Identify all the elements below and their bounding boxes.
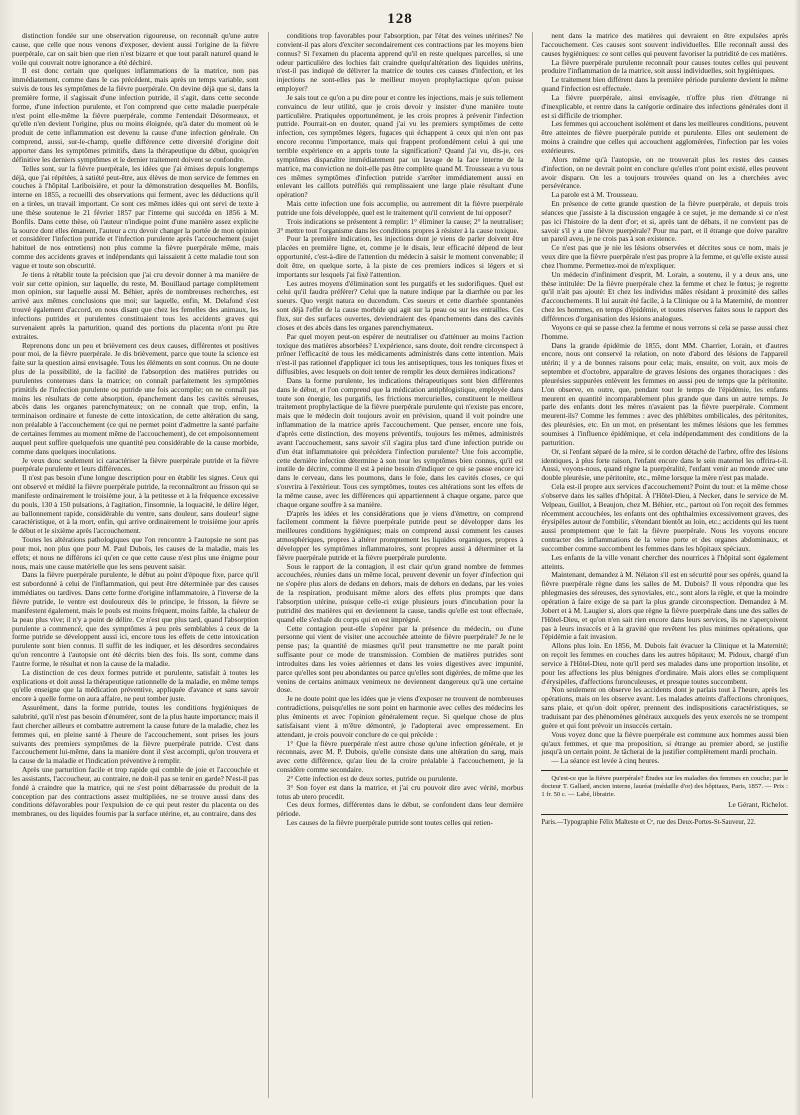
paragraph: Je sais tout ce qu'on a pu dire pour et contre les injections, mais je suis tellement convaincu de leur utilité, que je crois devoir y insister d'une manière toute particulière. Pratiquées opportunément, je les crois propres à prévenir l'infection putride. Pourrait-on en douter, quand j'ai vu les premiers symptômes de cette infection, ces symptômes légers, fugaces qui échappent à ceux qui n'en ont pas encore reconnu l'importance, mais qui frappent profondément celui à qui une terrible expérience en a appris toute la signification? Quand j'ai vu, dis-je, ces symptômes disparaître immédiatement par un lavage de la face interne de la matrice, ma conviction ne doit-elle pas être complète quand M. Trousseau a vu tous ces mêmes symptômes d'infection putride s'arrêter immédiatement aussi en enlevant les caillots putréfiés qui remplissaient une large plaie résultant d'une opération? — [276, 92, 524, 200]
paragraph: Il est donc certain que quelques inflammations de la matrice, non pas immédiatement, comme dans le cas précédent, mais après un temps variable, sont suivis de tous les symptômes de la fièvre puerpérale. On devine déjà que si, dans la première forme, il s'agissait d'une infection putride, il s'agit, dans cette seconde forme, d'une infection purulente, et l'on comprend que cette maladie puerpérale n'est point elle-même la fièvre puerpérale, comme l'entendait Désormeaux, et qu'elle n'en devient l'origine, plus ou moins éloignée, qu'à dater du moment où le produit de cette inflammation est devenu la cause d'une infection générale. On comprend, aussi, sur-le-champ, quelle différence cette diversité d'origine doit apporter dans les symptômes primitifs, dans la thérapeutique du début, quoiqu'en définitive les derniers symptômes et le dernier traitement doivent se confondre. — [12, 66, 259, 164]
paragraph: Cela est-il propre aux services d'accouchement? Point du tout: et la même chose s'observe dans les salles d'hôpital. À l'Hôtel-Dieu, à Necker, dans le service de M. Velpeau, Guillot, à Beaujon, chez M. Béhier, etc., partout où l'on reçoit des femmes récemment accouchées, les enfants ont des ophthalmies excessivement graves, des érysipèles autour de l'ombilic, s'étendant bientôt au loin, etc.; accidents qui les tuent aussi promptement que le fait la fièvre puerpérale. Nous les voyons encore contracter des inflammations de la veine porte et des organes abdominaux, et succomber comme succombent les femmes dans les hôpitaux spéciaux. — [541, 482, 789, 553]
paragraph: Vous voyez donc que la fièvre puerpérale est commune aux hommes aussi bien qu'aux femmes, et que ma proposition, si étrange au premier abord, se justifie jusqu'à un certain point. Je tâcherai de la justifier complètement mardi prochain. — [541, 729, 789, 757]
paragraph: D'après les idées et les considérations que je viens d'émettre, on comprend facilement comment la fièvre puerpérale putride peut se développer dans les meilleures conditions hygiéniques; mais on comprend aussi comment les causes atmosphériques, propres à altérer promptement les liquides organiques, propres à développer les symptômes inflammatoires, sont propres aussi à déterminer et la fièvre puerpérale putride et la fièvre puerpérale purulente. — [276, 508, 524, 562]
paragraph: Je veux donc seulement ici caractériser la fièvre puerpérale putride et la fièvre puerpérale purulente et leurs différences. — [12, 455, 259, 474]
editor-signature: Le Gérant, Richelot. — [728, 799, 789, 809]
paragraph: Maintenant, demandez à M. Nélaton s'il est en sécurité pour ses opérés, quand la fièvre puerpérale règne dans les salles de M. Dubois? Il vous répondra que les phlegmasies des séreuses, des synoviales, etc., sont alors la règle, et que la moindre opération à faire exige de sa part la plus grande circonspection. Demandez à M. Jobert et à M. Laugier si, alors que règne la fièvre puerpérale dans une des salles de l'Hôtel-Dieu, et qu'on n'en sait rien encore dans leurs services, ils ne s'aperçoivent pas à leurs insuccès et à la gravité que revêtent les plus minimes opérations, que l'épidémie a fait invasion. — [541, 570, 789, 642]
paragraph: conditions trop favorables pour l'absorption, par l'état des veines utérines? Ne convient-il pas alors d'exciter secondairement ces contractions par les moyens bien connus? Si l'examen du placenta apprend qu'il en reste quelques parcelles, si une odeur particulière des lochies fait craindre quelqu'altération des liquides utérins, n'est-il pas indiqué de délivrer la matrice de toutes ces causes d'infection, et les injections ne sont-elles pas le meilleur moyen prophylactique qu'on puisse employer? — [276, 32, 524, 94]
paragraph: Pour la première indication, les injections dont je viens de parler doivent être placées en première ligne, et, comme je le disais, leur efficacité dépend de leur opportunité, c'est-à-dire de l'attention du médecin à saisir le moment convenable; il doit être, en quelque sorte, à la piste de ces premiers indices si légers et si importants sur lesquels j'ai fixé l'attention. — [276, 234, 524, 279]
paragraph: 3° Son foyer est dans la matrice, et j'ai cru pouvoir dire avec vérité, morbus totus ab utero procedit. — [276, 782, 524, 801]
paragraph: Après une parturition facile et trop rapide qui comble de joie et l'accouchée et les assistants, l'accoucheur, au contraire, ne doit-il pas se tenir en garde? N'est-il pas fondé à craindre que la matrice, qui ne s'est point débarrassée du produit de la conception par des contractions assez multipliées, ne se trouve aussi dans des conditions défavorables pour l'expulsion de ce qui peut rester du placenta ou des membranes, ou des liquides fournis par la surface utérine, et, au contraire, dans des — [12, 765, 259, 819]
paragraph: Assurément, dans la forme putride, toutes les conditions hygiéniques de salubrité, qu'il n'est pas besoin d'énumérer, sont de la plus haute importance; mais il faut chercher ailleurs et combattre autrement la cause future de la maladie, chez les femmes qui, en pleine santé à l'heure de l'accouchement, sont prises les jours suivants des premiers symptômes de la fièvre puerpérale putride. C'est dans l'accouchement lui-même, dans la manière dont il s'est accompli, qu'on trouvera et la cause de la maladie et l'indication préventive à remplir. — [12, 703, 259, 766]
paragraph: Par quel moyen peut-on espérer de neutraliser ou d'atténuer au moins l'action toxique des matières absorbées? L'expérience, sans doute, doit rendre circonspect à prôner l'efficacité de tous les médicaments administrés dans cette intention. Mais n'est-il pas rationnel d'appliquer ici tous les antiseptiques, tous les toniques fixes et diffusibles, avec lesquels on doit tenter de remplir les deux dernières indications? — [276, 331, 524, 377]
paragraph: La fièvre puerpérale, ainsi envisagée, n'offre plus rien d'étrange ni d'inexplicable, et rentre dans la catégorie ordinaire des infections générales dont il est si difficile de triompher. — [541, 92, 789, 120]
separator-rule-bottom — [541, 814, 788, 815]
paragraph: Non seulement on observe les accidents dont je parlais tout à l'heure, après les opérations, mais on les observe avant. Les malades atteints d'affections chroniques, sans plaie, et qu'on doit opérer, prennent des indispositions caractéristiques, se traduisant par des phénomènes généraux auxquels des yeux exercés ne se trompent guère et qui font prévoir un insuccès certain. — [541, 685, 789, 730]
page-edge-shadow — [794, 0, 800, 1115]
paragraph: Reprenons donc un peu et brièvement ces deux causes, différentes et positives pour moi, de la fièvre puerpérale. Je dis brièvement, parce que toute la science est faite sur la question ainsi envisagée. Tous les éléments en sont connus. On ne doute plus de la possibilité, de la facilité de l'absorption des matières putrides ou purulentes contenues dans la matrice; on connaît parfaitement les symptômes primitifs de l'infection purulente ou putride une fois accomplie; on ne connaît pas moins les résultats de cette absorption, épanchement dans les cavités séreuses, abcès dans les organes parenchymateux; on ne connaît que trop, enfin, la terminaison ordinaire et funeste de cette intoxication, de cette altération du sang, non préalable à l'accouchement (ce qui ne permet point d'admettre la santé parfaite de certaines femmes au moment même de l'accouchement), de cet empoisonnement auquel peut suffire quelquefois une quantité peu considérable de la cause morbide, comme dans quelques inoculations. — [12, 340, 259, 456]
text-columns — [12, 32, 788, 1098]
separator-rule — [541, 770, 788, 771]
paragraph: Or, si l'enfant séparé de la mère, si le cordon détaché de l'arbre, offre des lésions identiques, à plus forte raison, l'enfant encore dans le sein maternel les offrira-t-il. Aussi, voyons-nous, quand règne la puerpéralité, l'enfant venir au monde avec une double pleurésie, une péritonite, etc., même lorsque la mère n'est pas malade. — [541, 446, 789, 483]
paragraph: Dans la fièvre puerpérale purulente, le début au point d'époque fixe, parce qu'il est subordonné à celui de l'inflammation, qui peut être déterminée par des causes immédiates ou tardives. Dans cette forme d'origine inflammatoire, à l'inverse de la fièvre putride, le ventre est douloureux dès le principe, le frisson, la fièvre se manifestent également, mais le pouls est moins fréquent, moins faible, la chaleur de la peau plus vive; il n'y a point de délire. Ce n'est que plus tard, quand l'absorption purulente a commencé, que des symptômes à peu près semblables à ceux de la forme putride se développent aussi ici, encore tous les effets de cette intoxication purulente sont bien connus. Il suffit de les indiquer, et les désordres secondaires qu'on rencontre à l'autopsie ont été décrits bien des fois. Ils sont, comme dans l'autre forme, le résultat et non la cause de la maladie. — [12, 570, 259, 668]
page-number: 128 — [387, 11, 413, 27]
paragraph: Ce n'est pas que je nie les lésions observées et décrites sous ce nom, mais je veux dire que la fièvre puerpérale n'est pas propre à la femme, et qu'elle existe aussi chez l'homme. Permettez-moi de m'expliquer. — [541, 243, 789, 270]
paragraph: Mais cette infection une fois accomplie, ou autrement dit la fièvre puerpérale putride une fois développée, quel est le traitement qu'il convient de lui opposer? — [276, 199, 524, 217]
paragraph: Alors même qu'à l'autopsie, on ne trouverait plus les restes des causes d'infection, on ne devrait point en conclure qu'elles n'ont point existé, elles peuvent avoir disparu. On les a toujours trouvées quand on les a cherchées avec persévérance. — [541, 154, 789, 191]
paragraph: Les enfants de la ville venant chercher des nourrices à l'hôpital sont également atteints. — [541, 552, 789, 571]
paragraph: En présence de cette grande question de la fièvre puerpérale, et depuis trois séances que j'assiste à la discussion engagée à ce sujet, je me demande si ce n'est pas ici l'histoire de la dent d'or; et si, après tant de débats, il ne convient pas de savoir s'il y a une fièvre puerpérale? Pour ma part, et il étrange que doive paraître un pareil aveu, je ne crois pas à son existence. — [541, 199, 789, 244]
paragraph: Les autres moyens d'élimination sont les purgatifs et les sudorifiques. Quel est celui qu'il faudra préférer? Celui que la nature indique par la diarrhée ou par les sueurs. Quo vergit natura eo ducendum. Ces sueurs et cette diarrhée spontanées sont déjà l'effet de la cause morbide qui agit sur la peau ou sur les entrailles. Ces flux, sur des surfaces ouvertes, deviendraient des épanchements dans des cavités closes et des abcès dans les organes parenchymateux. — [276, 278, 524, 332]
paragraph: Allons plus loin. En 1856, M. Dubois fait évacuer la Clinique et la Maternité; on reçoit les femmes en couches dans les autres hôpitaux; M. Pidoux, chargé d'un service à l'Hôtel-Dieu, note qu'il perd ses malades dans une proportion insolite, et pour les affections les plus bénignes d'ordinaire. Mais alors elles se compliquent d'érysipèles, d'affections furonculeuses, et presque toutes succombent. — [541, 641, 789, 686]
paragraph: Les causes de la fièvre puerpérale putride sont toutes celles qui retien- — [286, 818, 493, 828]
paragraph: La parole est à M. Trousseau. — [551, 190, 639, 200]
paragraph: — La séance est levée à cinq heures. — [551, 756, 660, 766]
paragraph: Il n'est pas besoin d'une longue description pour en établir les signes. Ceux qui ont observé et médité la fièvre puerpérale putride, la reconnaîtront au frisson qui se manifeste ordinairement le troisième jour, à la petitesse et à la fréquence excessive du pouls, 130 à 150 pulsations, à l'agitation, l'insomnie, la loquacité, le délire léger, au ballonnement rapide, considérable du ventre, sans douleur, sans douleur! signe caractéristique, et à la mort, enfin, qui arrive ordinairement le troisième jour après le début et le sixième après l'accouchement. — [12, 473, 259, 536]
paragraph: Je tiens à rétablir toute la précision que j'ai cru devoir donner à ma manière de voir sur cette opinion, sur laquelle, du reste, M. Bouillaud partage complètement mon opinion, sur laquelle aussi M. Béhier, après de nombreuses recherches, est arrivé aux mêmes conclusions que moi; sur laquelle, enfin, M. Delafond s'est trouvé également d'accord, en nous disant que chez les femelles des animaux, les infections putrides et purulentes constituaient tous les accidents graves qui survenaient après la parturition, quand des portions du placenta n'ont pu être extraites. — [12, 269, 259, 341]
paragraph: Telles sont, sur la fièvre puerpérale, les idées que j'ai émises depuis longtemps déjà, que j'ai répétées, à satiété peut-être, aux élèves de mon service de femmes en couches à l'hôpital Lariboisière, et pour la démonstration desquelles M. Bonfils, interne en 1855, a recueilli des observations qui ferment, avec les déductions qu'il en a tirées, un travail important. Ce sont ces mêmes idées qui ont servi de texte à une thèse soutenue le 21 février 1857 par l'interne qui succéda en 1856 à M. Bonfils. Dans cette thèse, où l'auteur n'indique point d'une manière assez explicite la source dont elles émanent, l'auteur a cru devoir changer la portée de mon opinion et considérer l'infection putride et l'infection purulente après l'accouchement (sujet habituel de nos entretiens) non plus comme la fièvre puerpérale même, mais comme des accidents graves et indépendants qui laissaient à cette maladie tout son vague et toute son obscurité. — [12, 163, 259, 270]
paragraph: Cette contagion peut-elle s'opérer par la présence du médecin, ou d'une personne qui vient de visiter une accouchée atteinte de fièvre puerpérale? Je ne le pense pas; la quantité de miasmes qu'il peut transmettre ne me paraît point suffisante pour ce mode de transmission. Combien de matières putrides sont introduites dans les voies aériennes et dans les voies digestives avec impunité, parce qu'elles sont peu abondantes ou parce qu'elles sont digérées, de même que les venins de certains animaux venimeux ne deviennent dangereux qu'à une certaine dose. — [276, 623, 524, 695]
paragraph: Voyons ce qui se passe chez la femme et nous verrons si cela se passe aussi chez l'homme. — [541, 322, 789, 341]
paragraph: nent dans la matrice des matières qui devraient en être expulsées après l'accouchement. Ces causes sont souvent individuelles. Elle reconnaît aussi des causes hygiéniques: ce sont celles qui peuvent favoriser la putridité de ces matières. — [541, 32, 789, 58]
column-right-body — [541, 32, 788, 766]
column-left — [12, 32, 259, 1098]
printer-imprint: Paris.—Typographie Félix Malteste et Cᵉ, rue des Deux-Portes-St-Sauveur, 22. — [541, 818, 756, 826]
book-notice: Qu'est-ce que la fièvre puerpérale? Études sur les maladies des femmes en couche; par le docteur T. Gallard, ancien interne, lauréat (médaille d'or) des hôpitaux, Paris, 1857. — Prix : 1 fr. 50 c. — Labé, librairie. — [541, 775, 789, 798]
paragraph: La distinction de ces deux formes putride et purulente, satisfait à toutes les explications et doit aussi la thérapeutique rationnelle de la maladie, en même temps qu'elle enseigne que la médication préventive, appliquée d'avance et sans savoir encore à quelle forme on aura affaire, ne peut tomber juste. — [12, 667, 259, 704]
paragraph: Je ne doute point que les idées que je viens d'exposer ne trouvent de nombreuses contradictions, puisqu'elles ne sont point en harmonie avec celles des médecins les plus éminents et avec l'opinion généralement reçue. Si quelque chose de plus satisfaisant vient à m'être démontré, je l'adopterai avec empressement. En attendant, je crois pouvoir conclure de ce qui précède : — [276, 694, 524, 739]
paragraph: Dans la grande épidémie de 1855, dont MM. Charrier, Lorain, et d'autres encore, nous ont conservé la relation, on note d'abord des lésions de l'appareil utérin; il y a de bonnes raisons pour cela; mais, ensuite, on voit, aux mois de septembre et d'octobre, apparaître de graves lésions des organes thoraciques : des pleurésies suppurées enlèvent les femmes en aussi peu de temps que la péritonite. L'on observe, en outre, que, pendant tout le temps de l'épidémie, les enfants meurent en quantité incomparablement plus grande que dans un autre temps. Je parle des enfants dont les mères n'avaient pas la fièvre puerpérale. Comment meurent-ils? Comme les femmes : avec des phlébites ombilicales, des péritonites, des pleurésies, etc. En un mot, en présentant les mêmes lésions que les femmes soumises à l'influence épidémique, et cela indépendamment des conditions de la parturition. — [541, 340, 789, 447]
paragraph: Un médecin d'infiniment d'esprit, M. Lorain, a soutenu, il y a deux ans, une thèse intitulée: De la fièvre puerpérale chez la femme et chez le fœtus; je regrette qu'il n'ait pas ajouté: Et chez les individus mâles résidant à proximité des salles d'accouchements. Il lui aurait été facile, à la Clinique ou à la Maternité, de montrer chez les hommes, en temps d'épidémie, et toutes réserves faites sous le rapport des différences d'organisation des lésions analogues. — [541, 269, 789, 323]
paragraph: Le traitement bien différent dans la première période purulente devient le même quand l'infection est effectuée. — [541, 75, 789, 94]
column-middle — [268, 32, 524, 1098]
paragraph: Dans la forme purulente, les indications thérapeutiques sont bien différentes dans le début, et l'on comprend que la médication antiphlogistique, employée dans toute son énergie, les purgatifs, les frictions mercurielles, constituent le meilleur traitement prophylactique de la fièvre puerpérale purulente qui n'existe pas encore, mais que le médecin doit toujours avoir en prévision, quand il voit poindre une inflammation de la matrice après l'accouchement. Que penser, encore une fois, d'après cette distinction, des moyens préventifs, toujours les mêmes, administrés avant l'accouchement, sans savoir s'il s'agira plus tard d'une infection putride ou d'un état inflammatoire qui précédera l'infection purulente? Une fois accomplie, cette dernière infection détermine à son tour les symptômes bien connus, qu'il est inutile de décrire, comme il est à peine besoin d'indiquer ce qui se passe encore ici dans le cerveau, dans les poumons, dans le foie, dans les cavités closes, ce qui s'ouvrira à l'extérieur. Tous ces symptômes, toutes ces altérations sont les effets de la même cause, avec les différences qui appartiennent à chaque organe, parce que chaque organe souffre à sa manière. — [276, 375, 524, 509]
paragraph: 1° Que la fièvre puerpérale n'est autre chose qu'une infection générale, et je reconnais, avec M. P. Dubois, qu'elle consiste dans une altération du sang, mais avec cette différence, qu'au lieu de la croire préalable à l'accouchement, je la considère comme secondaire. — [276, 738, 524, 775]
paragraph: 2° Cette infection est de deux sortes, putride ou purulente. — [286, 773, 458, 783]
paragraph: distinction fondée sur une observation rigoureuse, on reconnaît qu'une autre cause, que celle que nous venons d'exposer, devient aussi l'origine de la fièvre puerpérale, car on sait bien que rien n'est bizarre et que tout paraît naturel quand le voile qui couvrait notre ignorance a été déchiré. — [12, 32, 259, 67]
paragraph: Sous le rapport de la contagion, il est clair qu'un grand nombre de femmes accouchées, réunies dans un même local, peuvent devenir un foyer d'infection qui ne s'opère plus alors de dedans en dehors, mais de dehors en dedans, par les voies de la respiration, produisant même alors des effets plus prompts que dans l'absorption utérine, puisque celle-ci exige plusieurs jours d'incubation pour la putridité des matières qui en deviennent la cause, tandis qu'elle est tout effectuée, quand elle s'exhale du corps qui en est imprégné. — [276, 561, 524, 624]
column-right — [532, 32, 788, 1098]
paragraph: Ces deux formes, différentes dans le début, se confondent dans leur dernière période. — [276, 800, 524, 819]
paragraph: La fièvre puerpérale purulente reconnaît pour causes toutes celles qui peuvent produire l'inflammation de la matrice, soit aussi individuelles, soit hygiéniques. — [541, 57, 789, 76]
paragraph: Trois indications se présentent à remplir: 1° éliminer la cause; 2° la neutraliser; 3° mettre tout l'organisme dans les conditions propres à résister à la cause toxique. — [276, 216, 524, 235]
paragraph: Toutes les altérations pathologiques que l'on rencontre à l'autopsie ne sont pas pour moi, non plus que pour M. Paul Dubois, les causes de la maladie, mais les effets; et nous ne différons ici qu'en ce que cette cause n'est plus une énigme pour nous, mais une cause matérielle que les sens peuvent saisir. — [12, 535, 259, 571]
paragraph: Les femmes qui accouchent isolément et dans les meilleures conditions, peuvent être atteintes de fièvre puerpérale putride et purulente. Elles ont seulement de moins à craindre que celles qui accouchent agglomérées, l'infection par les voies extérieures. — [541, 119, 789, 155]
